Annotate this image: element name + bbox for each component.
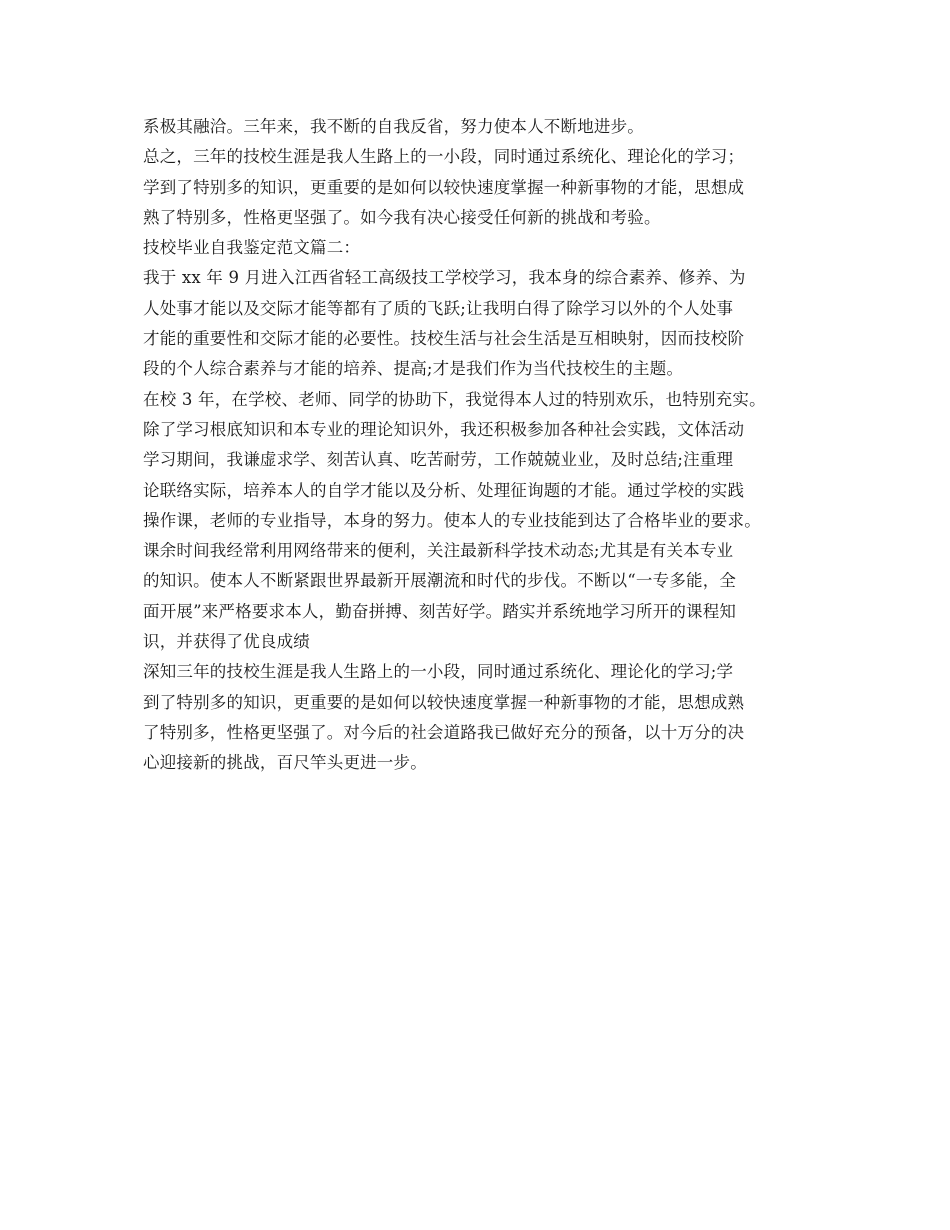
text-line: 人处事才能以及交际才能等都有了质的飞跃;让我明白得了除学习以外的个人处事 (143, 298, 734, 318)
text-line: 在校 3 年，在学校、老师、同学的协助下，我觉得本人过的特别欢乐，也特别充实。 (143, 389, 766, 409)
text-line: 段的个人综合素养与才能的培养、提高;才是我们作为当代技校生的主题。 (143, 359, 684, 379)
text-line: 面开展”来严格要求本人，勤奋拼搏、刻苦好学。踏实并系统地学习所开的课程知 (143, 601, 737, 621)
document-page (143, 112, 823, 779)
text-line: 操作课，老师的专业指导，本身的努力。使本人的专业技能到达了合格毕业的要求。 (143, 510, 761, 530)
section-heading: 技校毕业自我鉴定范文篇二： (143, 238, 361, 258)
text-line: 系极其融洽。三年来，我不断的自我反省，努力使本人不断地进步。 (143, 117, 644, 136)
text-line: 总之，三年的技校生涯是我人生路上的一小段，同时通过系统化、理论化的学习； (143, 147, 745, 167)
text-line: 学习期间，我谦虚求学、刻苦认真、吃苦耐劳，工作兢兢业业，及时总结;注重理 (143, 450, 734, 470)
text-line: 课余时间我经常利用网络带来的便利，关注最新科学技术动态;尤其是有关本专业 (143, 541, 734, 561)
text-line: 熟了特别多，性格更坚强了。如今我有决心接受任何新的挑战和考验。 (143, 207, 661, 227)
text-line: 到了特别多的知识，更重要的是如何以较快速度掌握一种新事物的才能，思想成熟 (143, 692, 745, 712)
text-line: 了特别多，性格更坚强了。对今后的社会道路我已做好充分的预备，以十万分的决 (143, 722, 745, 742)
text-line: 除了学习根底知识和本专业的理论知识外，我还积极参加各种社会实践，文体活动 (143, 419, 745, 439)
text-line: 才能的重要性和交际才能的必要性。技校生活与社会生活是互相映射，因而技校阶 (143, 329, 745, 349)
text-line: 深知三年的技校生涯是我人生路上的一小段，同时通过系统化、理论化的学习;学 (143, 662, 734, 682)
text-line: 心迎接新的挑战，百尺竿头更进一步。 (143, 753, 427, 773)
text-line: 识，并获得了优良成绩 (143, 632, 310, 652)
text-line: 论联络实际，培养本人的自学才能以及分析、处理征询题的才能。通过学校的实践 (143, 480, 745, 500)
text-line: 学到了特别多的知识，更重要的是如何以较快速度掌握一种新事物的才能，思想成 (143, 177, 745, 197)
text-line: 我于 xx 年 9 月进入江西省轻工高级技工学校学习，我本身的综合素养、修养、为 (143, 268, 746, 288)
text-line: 的知识。使本人不断紧跟世界最新开展潮流和时代的步伐。不断以“一专多能，全 (143, 571, 737, 591)
